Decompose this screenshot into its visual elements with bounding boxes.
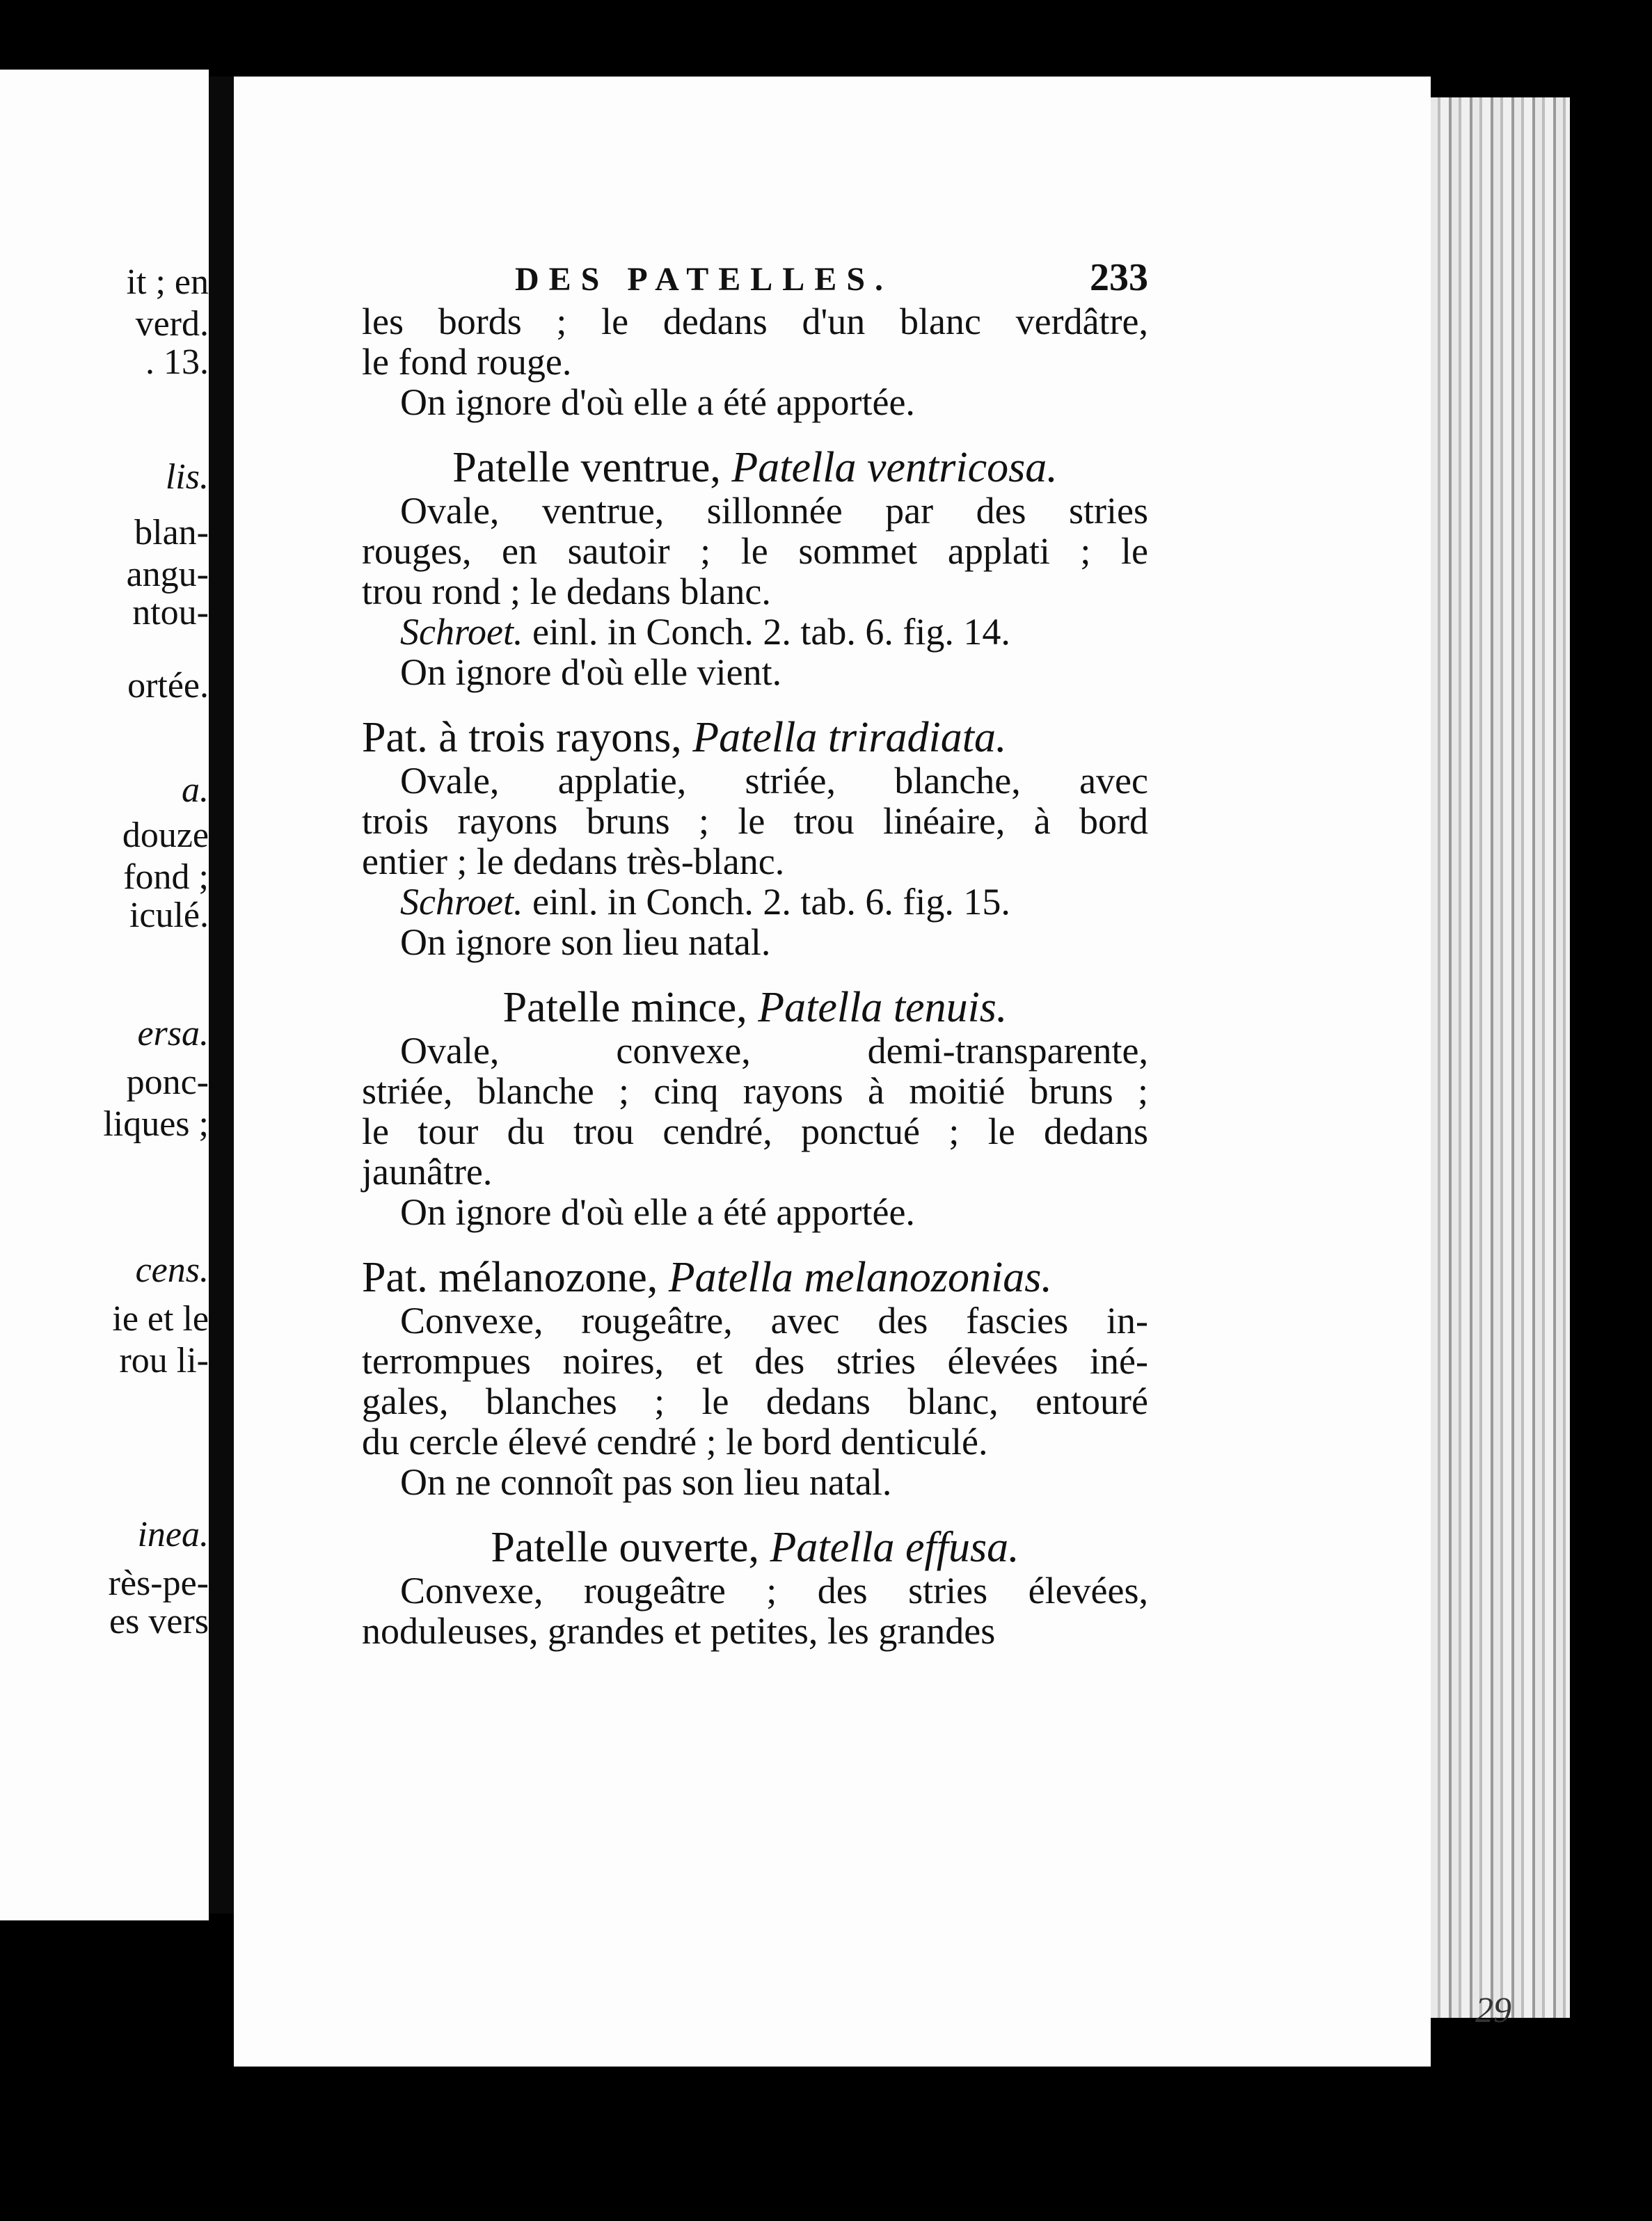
facing-page-text: liques ; [103,1104,209,1144]
book-gutter [209,77,237,1913]
facing-page-text: rou li- [119,1341,209,1380]
reference-citation: einl. in Conch. 2. tab. 6. fig. 14. [532,611,1010,653]
french-name: Patelle ventrue, [452,444,721,491]
description-line: gales, blanches ; le dedans blanc, entouré [362,1380,1148,1422]
text-line: les bords ; le dedans d'un blanc verdâtre, [362,301,1148,342]
latin-name: Patella effusa. [770,1524,1019,1571]
facing-page-fragment [0,70,209,1920]
description-line: le tour du trou cendré, ponctué ; le dedans [362,1110,1148,1152]
description-line: Ovale, ventrue, sillonnée par des stries [400,490,1148,532]
facing-page-text: ponc- [126,1062,209,1102]
description-line: jaunâtre. [362,1151,493,1193]
facing-page-text: cens. [135,1250,209,1290]
reference-author: Schroet. [400,611,523,653]
species-entry [362,444,1148,693]
reference-line [362,612,1148,652]
facing-page-text: fond ; [123,857,209,897]
species-title [362,444,1148,491]
french-name: Patelle ouverte, [491,1524,759,1571]
description-line: entier ; le dedans très-blanc. [362,841,785,882]
facing-page-text: ie et le [112,1299,209,1339]
reference-line [362,882,1148,922]
origin-line: On ne connoît pas son lieu natal. [400,1461,892,1503]
facing-page-text: rès-pe- [108,1563,209,1603]
description-line: striée, blanche ; cinq rayons à moitié bruns ; [362,1070,1148,1112]
reference-citation: einl. in Conch. 2. tab. 6. fig. 15. [532,881,1010,923]
facing-page-text: . 13. [145,342,209,382]
page-number: 233 [1090,256,1148,299]
signature-mark: 29 [1475,1991,1511,2030]
description-line: trois rayons bruns ; le trou linéaire, à bord [362,800,1148,842]
species-title [362,1524,1148,1571]
species-title [362,984,1148,1031]
facing-page-text: verd. [135,304,209,344]
origin-line: On ignore d'où elle a été apportée. [400,381,915,423]
origin-line: On ignore d'où elle a été apportée. [400,1191,915,1233]
description-line: Convexe, rougeâtre ; des stries élevées, [400,1570,1148,1611]
facing-page-text: iculé. [129,895,209,935]
description-line: Ovale, applatie, striée, blanche, avec [400,760,1148,802]
species-entries [362,444,1148,1652]
french-name: Pat. à trois rayons, [362,714,682,761]
description-line: Convexe, rougeâtre, avec des fascies in- [400,1300,1148,1342]
french-name: Pat. mélanozone, [362,1254,658,1301]
facing-page-text: angu- [126,555,209,594]
intro-paragraph [362,301,1148,422]
description-line: terrompues noires, et des stries élevées iné- [362,1340,1148,1382]
facing-page-text: douze [122,815,209,855]
page-edges [1431,97,1570,2018]
description-line: Ovale, convexe, demi-transparente, [400,1030,1148,1072]
origin-line: On ignore son lieu natal. [400,921,771,963]
facing-page-text: ortée. [127,666,209,706]
text-line: le fond rouge. [362,341,572,383]
latin-name: Patella ventricosa. [731,444,1058,491]
facing-page-text: ntou- [132,593,209,632]
origin-line: On ignore d'où elle vient. [400,651,782,693]
species-entry [362,984,1148,1233]
facing-page-text: inea. [137,1515,209,1554]
facing-page-text: ersa. [137,1014,209,1053]
reference-author: Schroet. [400,881,523,923]
species-entry [362,1254,1148,1503]
page-header [362,257,1148,300]
french-name: Patelle mince, [502,984,747,1031]
description-line: rouges, en sautoir ; le sommet applati ; le [362,530,1148,572]
description-line: du cercle élevé cendré ; le bord denticulé. [362,1421,988,1463]
species-title [362,714,1148,761]
latin-name: Patella tenuis. [758,984,1008,1031]
running-head: DES PATELLES. [515,261,893,298]
species-entry [362,714,1148,963]
facing-page-text: it ; en [126,262,209,302]
page-text [362,257,1148,1651]
facing-page-text: lis. [165,457,209,497]
facing-page-text: blan- [134,513,209,552]
description-line: noduleuses, grandes et petites, les grandes [362,1610,996,1652]
description-line: trou rond ; le dedans blanc. [362,571,771,612]
facing-page-text: es vers [109,1602,209,1641]
latin-name: Patella triradiata. [692,714,1007,761]
latin-name: Patella melanozonias. [668,1254,1052,1301]
facing-page-text: a. [182,770,209,810]
species-entry [362,1524,1148,1652]
species-title [362,1254,1148,1301]
